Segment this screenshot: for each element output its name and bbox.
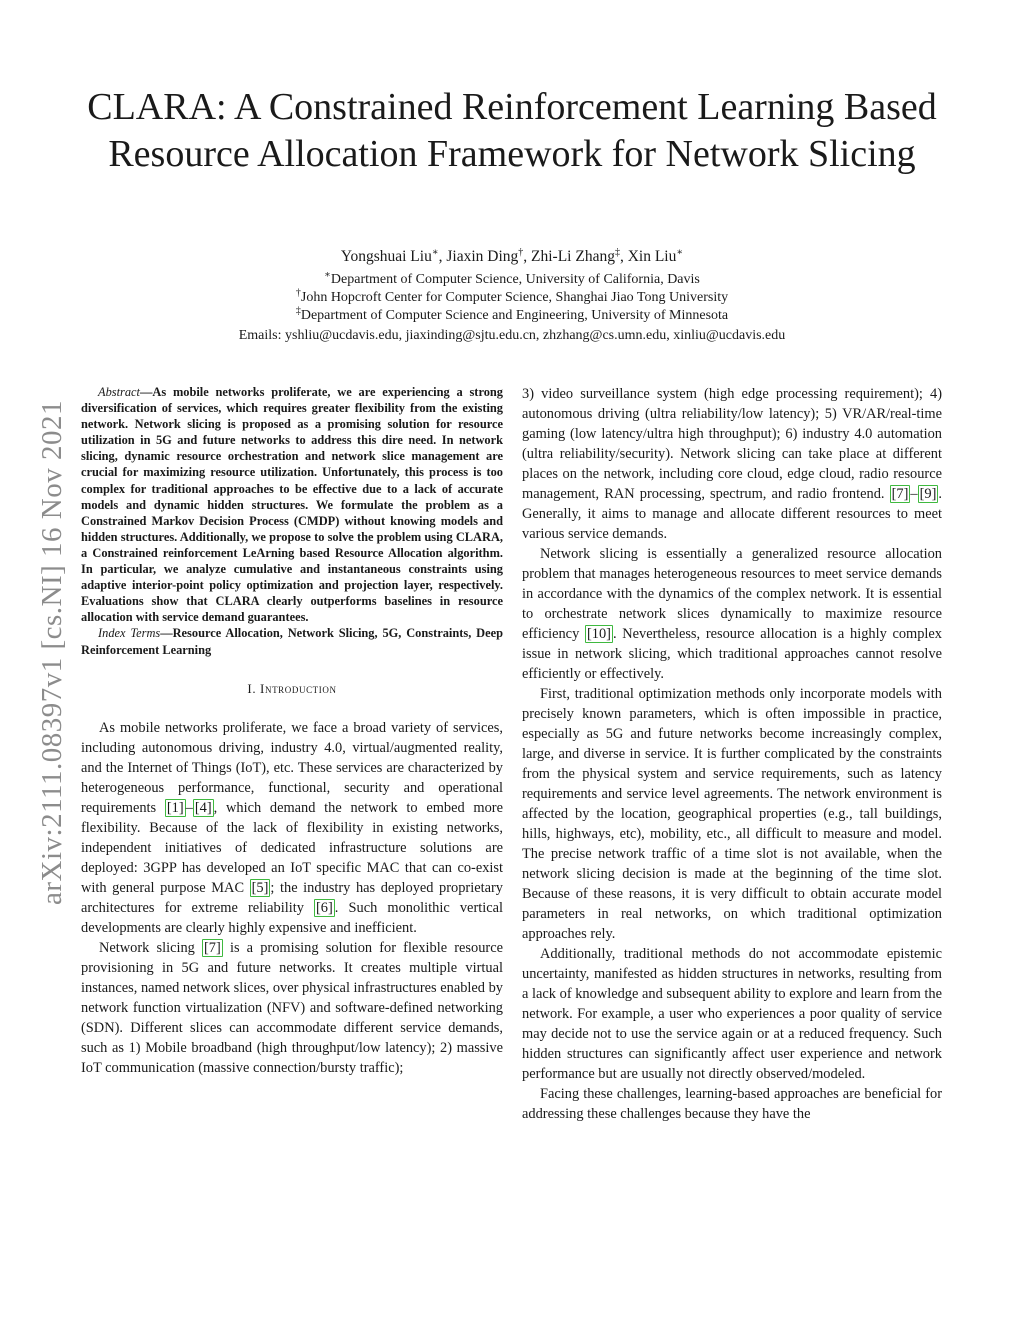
author-name: Jiaxin Ding [446, 248, 519, 265]
author-name: Yongshuai Liu [340, 248, 432, 265]
right-column [522, 384, 942, 1124]
paragraph: First, traditional optimization methods only incorporate models with precisely known parameters, which is often impossible in practice, especially as 5G and future networks become increasingly complex, large, and diverse in service. It is further complicated by the constraints from the physical system and service requirements, such as latency requirements and service level agreements. The network environment is affected by the location, geographical properties (e.g., tall buildings, hills, highways, etc), mobility, etc., all difficult to measure and model. The precise network traffic of a time slot is not available, when the network slicing decision is made at the beginning of the time slot. Because of these reasons, it is very difficult to obtain accurate model parameters in real networks, on which traditional optimization approaches rely. [522, 686, 942, 942]
citation-link[interactable]: [10] [586, 626, 611, 642]
index-terms: Index Terms—Resource Allocation, Network Slicing, 5G, Constraints, Deep Reinforcement Learning [81, 626, 503, 657]
author-name: Xin Liu [627, 248, 677, 265]
left-column [81, 384, 503, 1078]
section-heading: I. Introduction [247, 680, 337, 696]
paragraph: 3) video surveillance system (high edge processing requirement); 4) autonomous driving (ultra reliability/low latency); 5) VR/AR/real-time gaming (low latency/ultra high throughput); 6) industry 4.0 automation (ultra reliability/security). Network slicing can take place at different places on the network, including core cloud, edge cloud, radio resource management, RAN processing, spectrum, and radio frontend. [7] – [9] . Generally, it aims to manage and allocate different resources to meet various service demands. [522, 386, 942, 542]
arxiv-side-stamp: arXiv:2111.08397v1 [cs.NI] 16 Nov 2021 [35, 400, 68, 905]
paragraph: Network slicing is essentially a generalized resource allocation problem that manages heterogeneous resources to meet service demands in accordance with the dynamics of the complex network. It is essential to orchestrate network slices dynamically to maximize resource efficiency [10] . Nevertheless, resource allocation is a highly complex issue in network slicing, which traditional approaches cannot resolve efficiently or effectively. [522, 546, 943, 682]
citation-link[interactable]: [7] [891, 486, 909, 502]
affiliation: ‡Department of Computer Science and Engineering, University of Minnesota [295, 305, 729, 323]
citation-link[interactable]: [1] [166, 799, 184, 816]
citation-link[interactable]: [5] [251, 879, 269, 896]
author-list: Yongshuai Liu∗, Jiaxin Ding†, Zhi-Li Zhang‡, Xin Liu∗ [340, 246, 684, 265]
citation-link[interactable]: [7] [204, 939, 221, 956]
paragraph: As mobile networks proliferate, we face a broad variety of services, including autonomous driving, industry 4.0, virtual/augmented reality, and the Internet of Things (IoT), etc. These services are characterized by heterogeneous performance, functional, security and operational requirements [1] – [4] , which demand the network to embed more flexibility. Because of the lack of flexibility in existing networks, independent initiatives of dedicated infrastructure solutions are deployed: 3GPP has developed an IoT specific MAC that can co-exist with general purpose MAC [5] ; the industry has deployed proprietary architectures for extreme reliability [6] . Such monolithic vertical developments are clearly highly expensive and inefficient. [81, 719, 504, 936]
paragraph: Additionally, traditional methods do not accommodate epistemic uncertainty, manifested as hidden structures in networks, resulting from a lack of knowledge and subsequent ability to explore and learn from the network. For example, a user who experiences a poor quality of service may decide not to use the service again or at a reduced frequency. Such hidden structures can significantly affect user experience and network performance but are usually not directly observed/modeled. [522, 946, 942, 1082]
paragraph: Facing these challenges, learning-based approaches are beneficial for addressing these challenges because they have the [522, 1086, 942, 1122]
affiliation: †John Hopcroft Center for Computer Science, Shanghai Jiao Tong University [295, 287, 729, 305]
citation-link[interactable]: [4] [194, 799, 212, 816]
paragraph: Network slicing [7] is a promising solution for flexible resource provisioning in 5G and future networks. It creates multiple virtual instances, named network slices, over physical infrastructures enabled by network function virtualization (NFV) and software-defined networking (SDN). Different slices can accommodate different service demands, such as 1) Mobile broadband (high throughput/low latency); 2) massive IoT communication (massive connection/bursty traffic); [81, 939, 503, 1076]
paper-title: CLARA: A Constrained Reinforcement Learning Based Resource Allocation Framework for Network Slicing [87, 86, 937, 175]
author-emails: Emails: yshliu@ucdavis.edu, jiaxinding@sjtu.edu.cn, zhzhang@cs.umn.edu, xinliu@ucdavis.edu [238, 328, 786, 343]
affiliation: ∗Department of Computer Science, University of California, Davis [324, 269, 700, 287]
author-name: Zhi-Li Zhang [531, 248, 615, 265]
citation-link[interactable]: [9] [919, 486, 937, 502]
abstract: Abstract—As mobile networks proliferate, we are experiencing a strong diversification of services, which requires greater flexibility from the existing network. Network slicing is proposed as a promising solution for resource utilization in 5G and future networks to address this dire need. In network slicing, dynamic resource orchestration and network slice management are crucial for maximizing resource utilization. Unfortunately, this process is too complex for traditional approaches to be effective due to a lack of accurate models and dynamic hidden structures. We formulate the problem as a Constrained Markov Decision Process (CMDP) without knowing models and hidden structures. Additionally, we propose to solve the problem using CLARA, a Constrained reinforcement LeArning based Resource Allocation algorithm. In particular, we analyze cumulative and instantaneous constraints using adaptive interior-point policy optimization and projection layer, respectively. Evaluations show that CLARA clearly outperforms baselines in resource allocation with service demand guarantees. [81, 385, 503, 625]
citation-link[interactable]: [6] [316, 899, 333, 916]
